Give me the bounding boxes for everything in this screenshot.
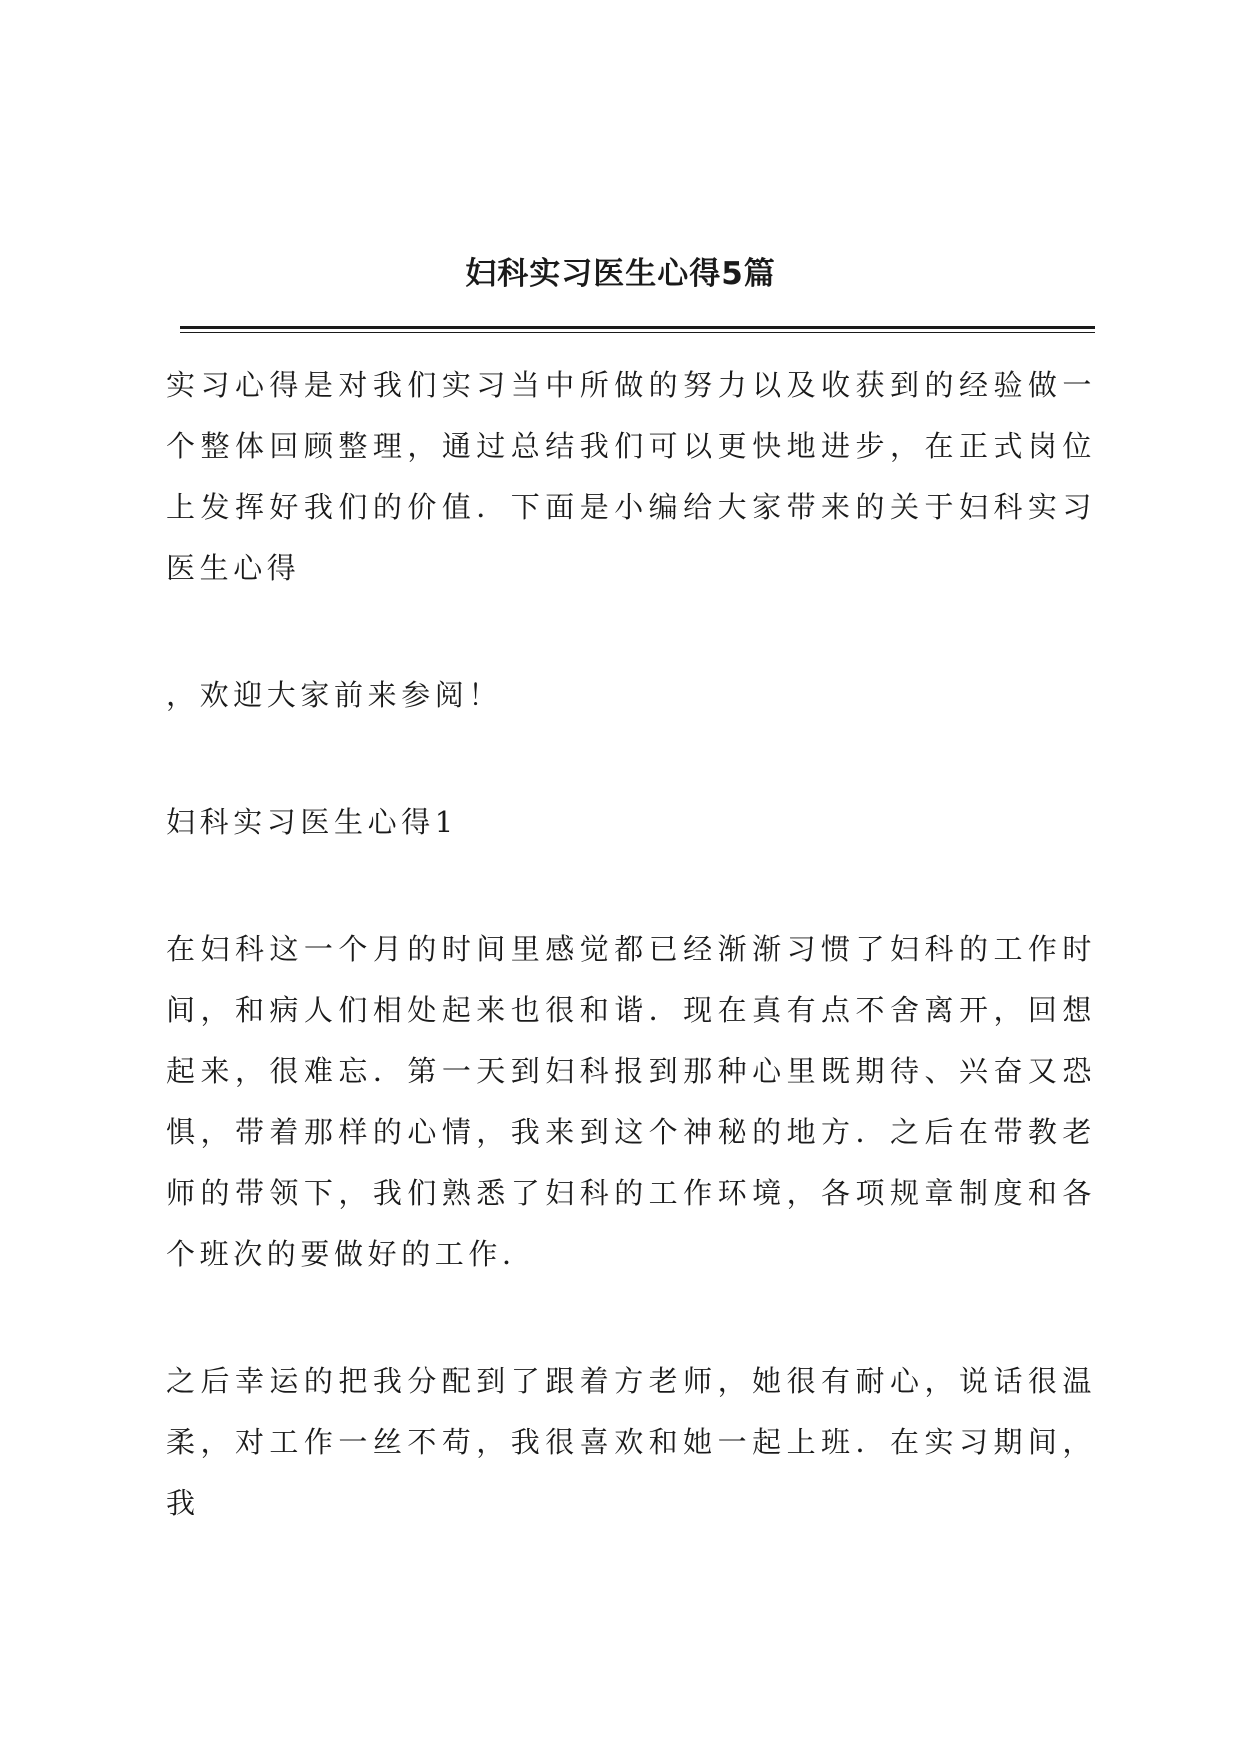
paragraph-gap (166, 599, 1096, 665)
body-paragraph-1: 在妇科这一个月的时间里感觉都已经渐渐习惯了妇科的工作时间，和病人们相处起来也很和谐．现在真有点不舍离开，回想起来，很难忘．第一天到妇科报到那种心里既期待、兴奋又恐惧，带着那样的心情，我来到这个神秘的地方．之后在带教老师的带领下，我们熟悉了妇科的工作环境，各项规章制度和各个班次的要做好的工作． (166, 932, 1096, 1271)
paragraph-gap (166, 726, 1096, 792)
title-divider-thick (180, 326, 1095, 329)
title-divider-thin (180, 332, 1095, 333)
section-heading: 妇科实习医生心得1 (166, 805, 458, 839)
welcome-paragraph: ，欢迎大家前来参阅！ (166, 678, 503, 712)
paragraph-gap (166, 1285, 1096, 1351)
intro-paragraph: 实习心得是对我们实习当中所做的努力以及收获到的经验做一个整体回顾整理，通过总结我们可以更快地进步，在正式岗位上发挥好我们的价值．下面是小编给大家带来的关于妇科实习医生心得 (166, 368, 1096, 585)
document-title: 妇科实习医生心得5篇 (465, 256, 776, 292)
body-paragraph-2: 之后幸运的把我分配到了跟着方老师，她很有耐心，说话很温柔，对工作一丝不苟，我很喜欢和她一起上班．在实习期间，我 (166, 1364, 1096, 1520)
paragraph-gap (166, 853, 1096, 919)
document-body (166, 355, 1096, 1534)
